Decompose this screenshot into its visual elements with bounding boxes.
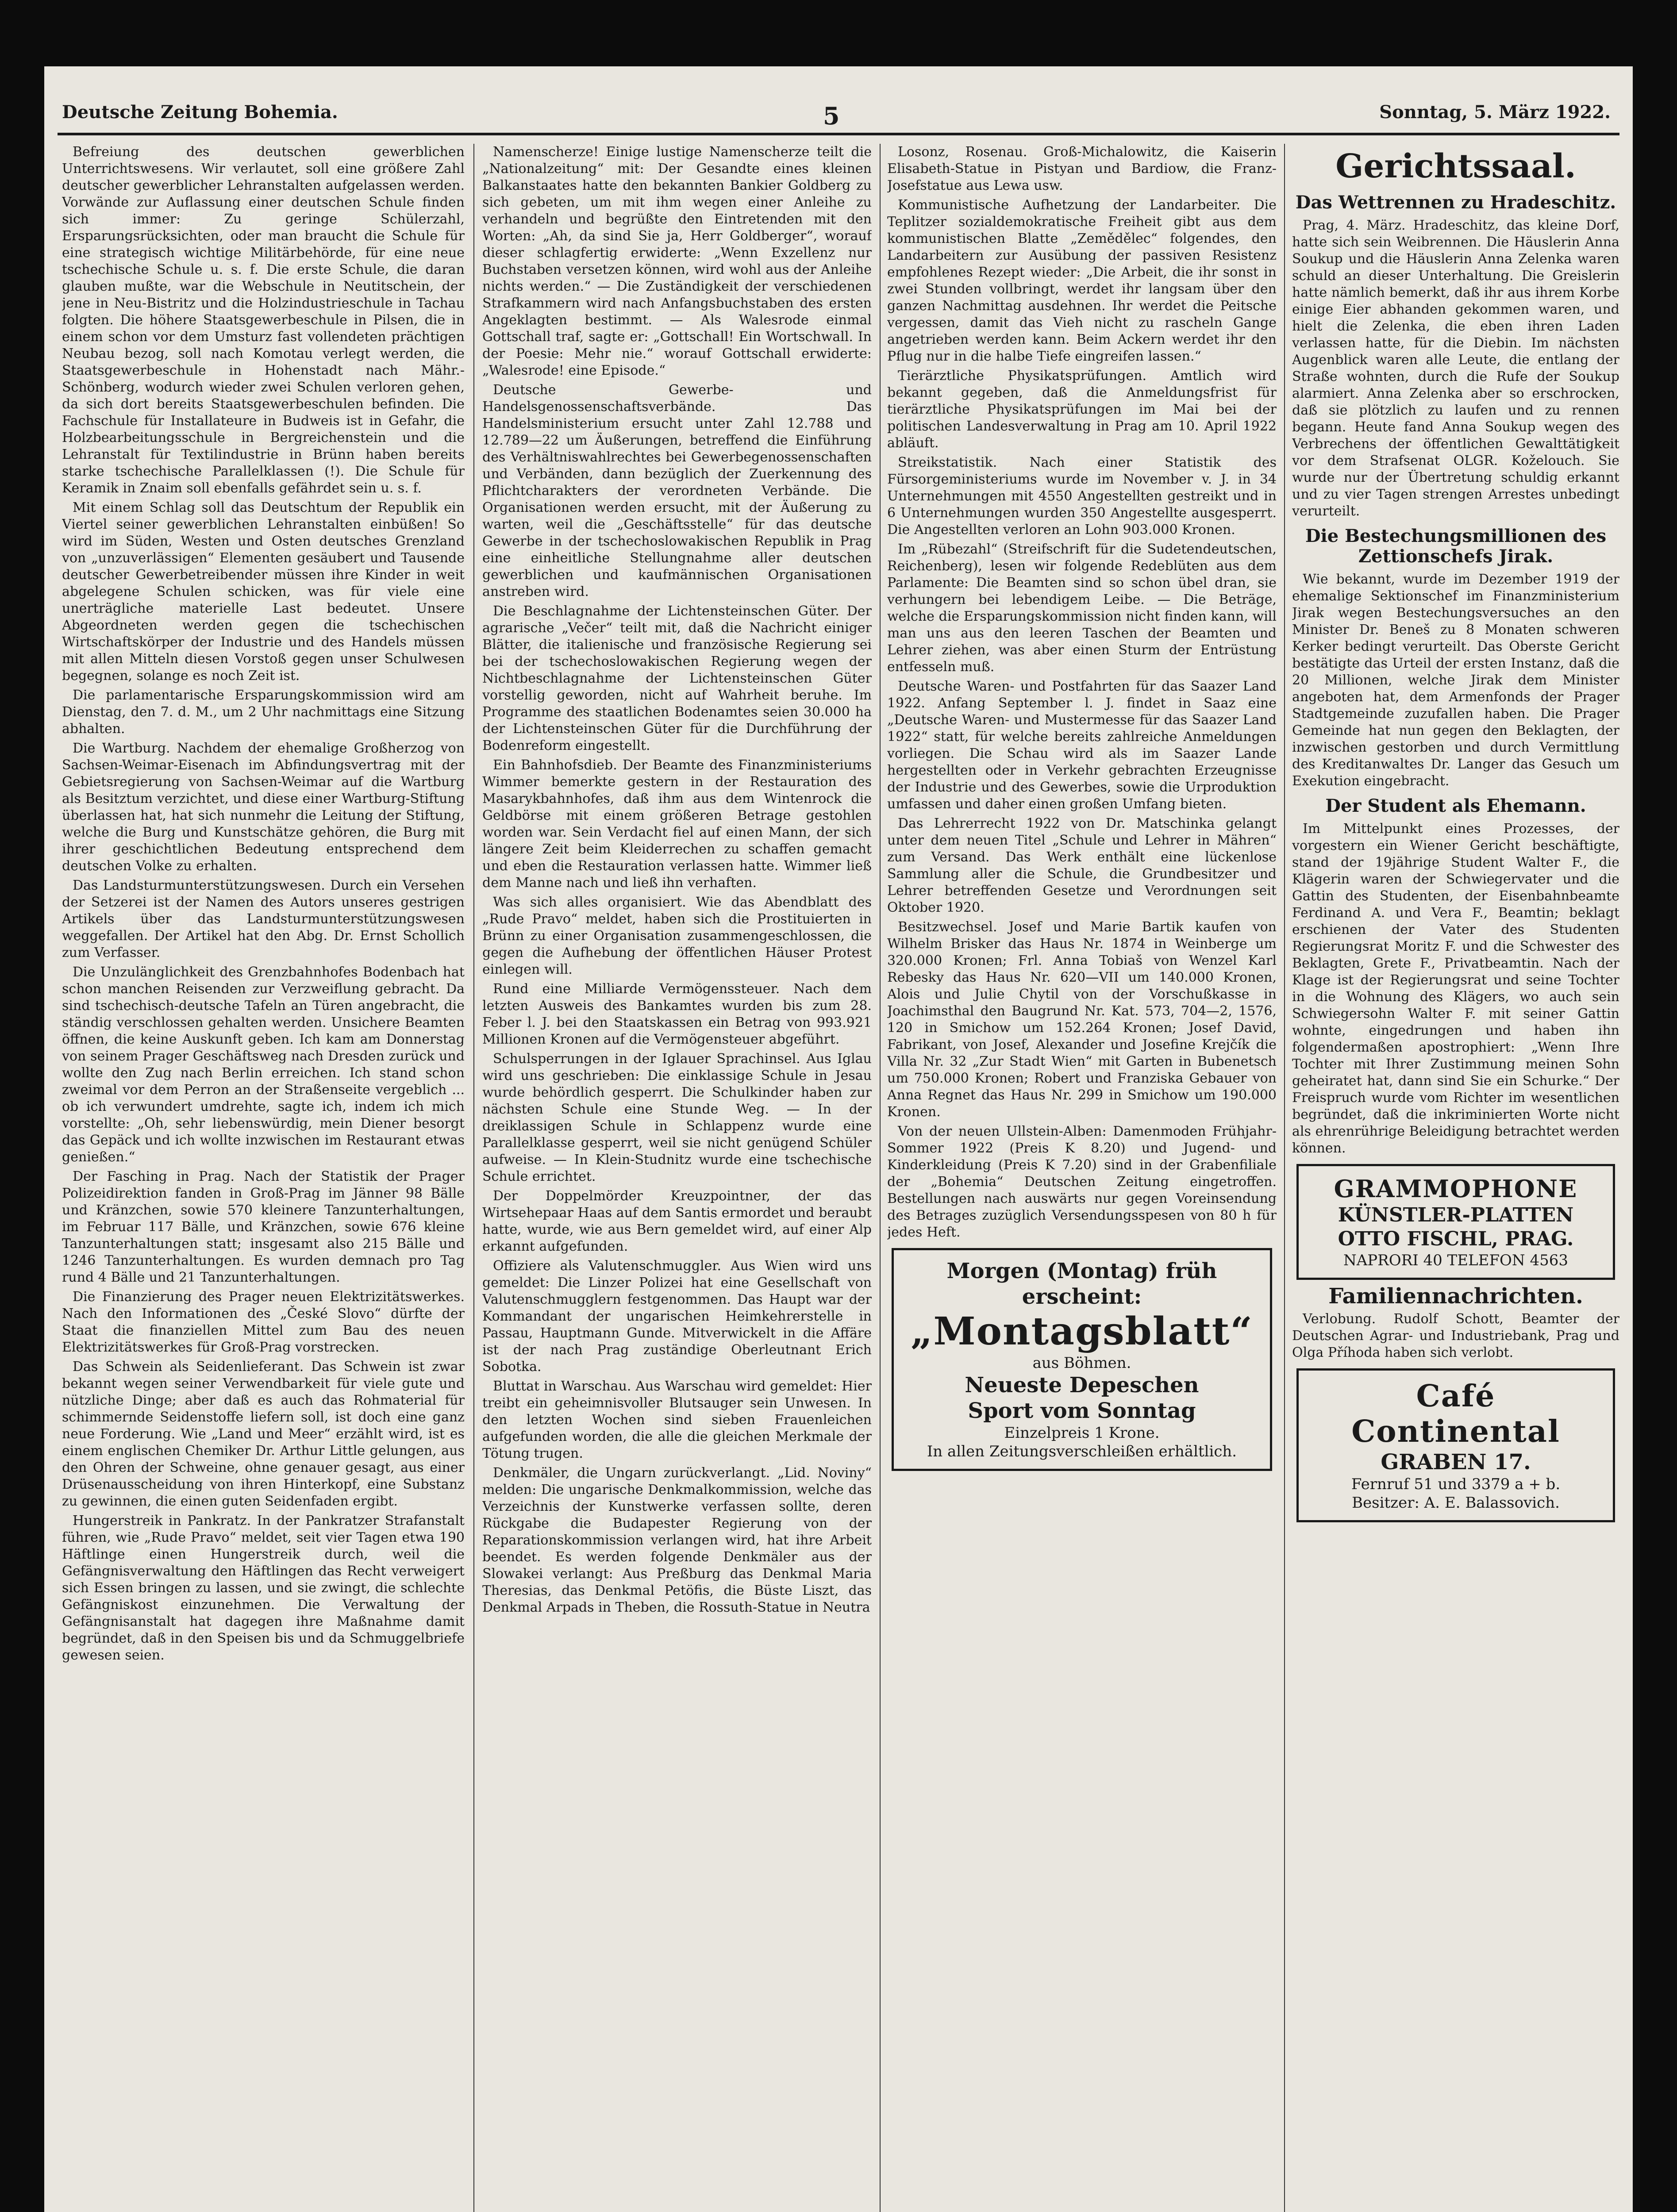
article-paragraph: Bluttat in Warschau. Aus Warschau wird gemeldet: Hier treibt ein geheimnisvoller Blutsauger sein Unwesen. In den letzten Wochen sind sieben Frauenleichen aufgefunden worden, die alle die gleichen Merkmale der Tötung trugen. xyxy=(482,1379,872,1461)
article-paragraph: Verlobung. Rudolf Schott, Beamter der Deutschen Agrar- und Industriebank, Prag und Olga Příhoda haben sich verlobt. xyxy=(1292,1311,1619,1360)
article-paragraph: Tierärztliche Physikatsprüfungen. Amtlich wird bekannt gegeben, daß die Anmeldungsfrist für tierärztliche Physikatsprüfungen im Mai bei der politischen Landesverwaltung in Prag am 10. April 1922 abläuft. xyxy=(887,368,1277,451)
article-paragraph: Was sich alles organisiert. Wie das Abendblatt des „Rude Pravo“ meldet, haben sich die Prostituierten in Brünn zu einer Organisation zusammengeschlossen, die gegen die Aufhebung der öffentlichen Häuser Protest einlegen will. xyxy=(482,895,872,977)
article-paragraph: Kommunistische Aufhetzung der Landarbeiter. Die Teplitzer sozialdemokratische Freiheit gibt aus dem kommunistischen Blatte „Zemědělec“ folgendes, den Landarbeitern zur Ausübung der passiven Resistenz empfohlenes Rezept wieder: „Die Arbeit, die ihr sonst in zwei Stunden vollbringt, werdet ihr langsam über den ganzen Nachmittag ausdehnen. Ihr werdet die Peitsche vergessen, damit das Vieh nicht zu rascheln Gange angetrieben werden kann. Beim Ackern werdet ihr den Pflug nur in die halbe Tiefe eingreifen lassen.“ xyxy=(887,197,1277,364)
article-headline: Die Bestechungsmillionen des Zettionschefs Jirak. xyxy=(1305,526,1607,567)
article-headline: Das Wettrennen zu Hradeschitz. xyxy=(1295,192,1616,213)
article-paragraph: Das Schwein als Seidenlieferant. Das Schwein ist zwar bekannt wegen seiner Verwendbarkeit für viele gute und nützliche Dinge; aber daß es auch das Rohmaterial für schimmernde Seidenstoffe liefern soll, ist doch eine ganz neue Forderung. Wie „Land und Meer“ erzählt wird, ist es einem englischen Chemiker Dr. Arthur Little gelungen, aus den Ohren der Schweine, ohne genauer gesagt, aus einer Drüsenausscheidung von ihren Hinterkopf, eine Substanz zu gewinnen, die einen guten Seidenfaden ergibt. xyxy=(62,1359,465,1509)
article-paragraph: Das Lehrerrecht 1922 von Dr. Matschinka gelangt unter dem neuen Titel „Schule und Lehrer in Mähren“ zum Versand. Das Werk enthält eine lückenlose Sammlung aller die Schule, die Grundbesitzer und Lehrer betreffenden Gesetze und Verordnungen seit Oktober 1920. xyxy=(887,816,1277,915)
ad-footer: In allen Zeitungsverschleißen erhältlich. xyxy=(927,1443,1237,1460)
article-paragraph: Rund eine Milliarde Vermögenssteuer. Nach dem letzten Ausweis des Bankamtes wurden bis zum 28. Feber l. J. bei den Staatskassen ein Betrag von 993.921 Millionen Kronen auf die Vermögensteuer abgeführt. xyxy=(482,981,872,1047)
article-paragraph: Hungerstreik in Pankratz. In der Pankratzer Strafanstalt führen, wie „Rude Pravo“ meldet, seit vier Tagen etwa 190 Häftlinge einen Hungerstreik durch, weil die Gefängnisverwaltung den Häftlingen das Recht verweigert sich Essen bringen zu lassen, und sie zwingt, die schlechte Gefängniskost einzunehmen. Die Verwaltung der Gefängnisanstalt hat dagegen ihre Maßnahme damit begründet, daß in den Speisen bis und da Schmuggelbriefe gewesen seien. xyxy=(62,1513,465,1663)
ad-price: Einzelpreis 1 Krone. xyxy=(1004,1424,1160,1442)
ad-line: KÜNSTLER-PLATTEN xyxy=(1338,1204,1574,1226)
article-paragraph: Die Unzulänglichkeit des Grenzbahnhofes Bodenbach hat schon manchen Reisenden zur Verzweiflung gebracht. Da sind tschechisch-deutsche Tafeln an Türen angebracht, die ständig verschlossen gehalten werden. Unsichere Beamten öffnen, die keine Auskunft geben. Ich kam am Donnerstag von seinem Prager Geschäftsweg nach Dresden zurück und wollte den Zug nach Berlin erreichen. Ich stand schon zweimal vor dem Perron an der Straßenseite vergeblich ... ob ich verwundert umdrehte, sagte ich, indem ich mich vorstellte: „Oh, sehr liebenswürdig, mein Diener besorgt das Gepäck und ich wollte inzwischen im Restaurant etwas genießen.“ xyxy=(62,964,465,1165)
article-paragraph: Mit einem Schlag soll das Deutschtum der Republik ein Viertel seiner gewerblichen Lehranstalten einbüßen! So wird im Süden, Westen und Osten deutsches Grenzland von „unzuverlässigen“ Elementen gesäubert und Tausende deutscher Gewerbetreibender müssen ihre Kinder in weit abgelegene Schulen schicken, was für viele eine unerträgliche materielle Last bedeutet. Unsere Abgeordneten werden gegen die tschechischen Wirtschaftskörper der Industrie und des Handels müssen mit allen Mitteln diesen Vorstoß gegen unser Schulwesen begegnen, solange es noch Zeit ist. xyxy=(62,500,465,684)
article-paragraph: Schulsperrungen in der Iglauer Sprachinsel. Aus Iglau wird uns geschrieben: Die einklassige Schule in Jesau wurde behördlich gesperrt. Die Schulkinder haben zur nächsten Schule eine Stunde Weg. — In der dreiklassigen Schule in Schlappenz wurde eine Parallelklasse gesperrt, weil sie nicht genügend Schüler aufweise. — In Klein-Studnitz wurde eine tschechische Schule errichtet. xyxy=(482,1051,872,1184)
article-paragraph: Im Mittelpunkt eines Prozesses, der vorgestern ein Wiener Gericht beschäftigte, stand der 19jährige Student Walter F., die Klägerin waren der Schwiegervater und die Gattin des Studenten, der Eisenbahnbeamte Ferdinand A. und Vera F., Beamtin; beklagt erschienen der Vater des Studenten Regierungsrat Moritz F. und die Schwester des Beklagten, Grete F., Privatbeamtin. Nach der Klage ist der Regierungsrat und seine Tochter in die Wohnung des Klägers, wo auch sein Schwiegersohn Walter F. mit seiner Gattin wohnte, eingedrungen und haben ihn folgendermaßen apostrophiert: „Wenn Ihre Tochter mit Ihrer Zustimmung meinen Sohn geheiratet hat, dann sind Sie ein Schurke.“ Der Freispruch wurde vom Richter im wesentlichen begründet, daß die inkriminierten Worte nicht als ehrenrührige Beleidigung betrachtet werden können. xyxy=(1292,821,1619,1156)
column-4 xyxy=(1292,144,1619,2212)
article-paragraph: Der Fasching in Prag. Nach der Statistik der Prager Polizeidirektion fanden in Groß-Prag im Jänner 98 Bälle und Kränzchen, sowie 570 kleinere Tanzunterhaltungen, im Februar 117 Bälle, und Kränzchen, sowie 676 kleine Tanzunterhaltungen statt; insgesamt also 215 Bälle und 1246 Tanzunterhaltungen. Es wurden demnach pro Tag rund 4 Bälle und 21 Tanzunterhaltungen. xyxy=(62,1169,465,1285)
ad-address: NAPRORI 40 TELEFON 4563 xyxy=(1343,1252,1568,1269)
grammophone-advertisement xyxy=(1296,1164,1615,1280)
article-paragraph: Das Landsturmunterstützungswesen. Durch ein Versehen der Setzerei ist der Namen des Autors unseres gestrigen Artikels über das Landsturmunterstützungswesen weggefallen. Der Artikel hat den Abg. Dr. Ernst Schollich zum Verfasser. xyxy=(62,878,465,960)
section-title: Familiennachrichten. xyxy=(1328,1284,1583,1309)
article-paragraph: Die parlamentarische Ersparungskommission wird am Dienstag, den 7. d. M., um 2 Uhr nachmittags eine Sitzung abhalten. xyxy=(62,687,465,737)
article-paragraph: Deutsche Gewerbe- und Handelsgenossenschaftsverbände. Das Handelsministerium ersucht unter Zahl 12.788 und 12.789—22 um Äußerungen, betreffend die Einführung des Verhältniswahlrechtes bei Gewerbegenossenschaften und Verbänden, dann bezüglich der Zuerkennung des Pflichtcharakters der verordneten Verbände. Die Organisationen werden ersucht, mit der Äußerung zu warten, weil die „Geschäftsstelle“ für das deutsche Gewerbe in der tschechoslowakischen Republik in Prag eine einheitliche Stellungnahme aller deutschen gewerblichen und kaufmännischen Organisationen anstreben wird. xyxy=(482,382,872,599)
article-paragraph: Wie bekannt, wurde im Dezember 1919 der ehemalige Sektionschef im Finanzministerium Jirak wegen Bestechungsversuches an den Minister Dr. Beneš zu 8 Monaten schweren Kerker bedingt verurteilt. Das Oberste Gericht bestätigte das Urteil der ersten Instanz, daß die 20 Millionen, welche Jirak dem Minister angeboten hat, dem Armenfonds der Prager Stadtgemeinde zuzufallen haben. Die Prager Gemeinde hat nun gegen den Beklagten, der inzwischen gestorben und durch Vermittlung des Kreditanwaltes Dr. Langer das Gesuch um Exekution eingebracht. xyxy=(1292,572,1619,789)
montagsblatt-advertisement xyxy=(892,1248,1272,1471)
column-divider xyxy=(1284,144,1285,2212)
newspaper-page xyxy=(44,66,1633,2212)
article-paragraph: Von der neuen Ullstein-Alben: Damenmoden Frühjahr-Sommer 1922 (Preis K 8.20) und Jugend- und Kinderkleidung (Preis K 7.20) sind in der Grabenfiliale der „Bohemia“ Deutschen Zeitung eingetroffen. Bestellungen nach auswärts nur gegen Voreinsendung des Betrages zuzüglich Versendungsspesen von 80 h für jedes Heft. xyxy=(887,1124,1277,1240)
ad-subtitle: aus Böhmen. xyxy=(1032,1354,1131,1372)
ad-phone: Fernruf 51 und 3379 a + b. xyxy=(1351,1475,1561,1493)
article-headline: Der Student als Ehemann. xyxy=(1325,795,1586,816)
cafe-continental-advertisement xyxy=(1296,1368,1615,1522)
article-paragraph: Ein Bahnhofsdieb. Der Beamte des Finanzministeriums Wimmer bemerkte gestern in der Restauration des Masarykbahnhofes, daß ihm aus dem Wintenrock die Geldbörse mit einem größeren Betrage gestohlen worden war. Sein Verdacht fiel auf einen Mann, der sich längere Zeit beim Kleiderrechen zu schaffen gemacht und eben die Restauration verlassen hatte. Wimmer ließ dem Manne nach und ließ ihn verhaften. xyxy=(482,757,872,891)
article-paragraph: Die Wartburg. Nachdem der ehemalige Großherzog von Sachsen-Weimar-Eisenach im Abfindungsvertrag mit der Gebietsregierung von Sachsen-Weimar auf die Wartburg als Besitztum verzichtet, und diese einer Wartburg-Stiftung überlassen hat, hat sich nunmehr die Leitung der Stiftung, welche die Burg und Kunstschätze gehören, die Burg mit ihrer geschichtlichen Bedeutung entsprechend dem deutschen Volke zu erhalten. xyxy=(62,741,465,874)
ad-title: Café Continental xyxy=(1351,1379,1560,1449)
ad-title: GRAMMOPHONE xyxy=(1334,1175,1578,1203)
masthead-title: Deutsche Zeitung Bohemia. xyxy=(62,102,338,123)
article-paragraph: Losonz, Rosenau. Groß-Michalowitz, die Kaiserin Elisabeth-Statue in Pistyan und Bardiow, die Franz-Josefstatue aus Lewa usw. xyxy=(887,144,1277,193)
column-divider xyxy=(880,144,881,2212)
article-paragraph: Offiziere als Valutenschmuggler. Aus Wien wird uns gemeldet: Die Linzer Polizei hat eine Gesellschaft von Valutenschmugglern festgenommen. Das Haupt war der Kommandant der ungarischen Heimkehrerstelle in Passau, Hauptmann Gunde. Mitverwickelt in die Affäre ist der nach Prag zuständige Oberleutnant Erich Sobotka. xyxy=(482,1258,872,1375)
column-divider xyxy=(473,144,474,2212)
header-rule xyxy=(58,133,1619,135)
article-paragraph: Denkmäler, die Ungarn zurückverlangt. „Lid. Noviny“ melden: Die ungarische Denkmalkommission, welche das Verzeichnis der Kunstwerke verfassen sollte, deren Rückgabe die Budapester Regierung von der Reparationskommission verlangen wird, hat ihre Arbeit beendet. Es werden folgende Denkmäler aus der Slowakei verlangt: Aus Preßburg das Denkmal Maria Theresias, das Denkmal Petöfis, die Büste Liszt, das Denkmal Arpads in Theben, die Rossuth-Statue in Neutra xyxy=(482,1465,872,1615)
column-3 xyxy=(887,144,1277,2212)
article-paragraph: Prag, 4. März. Hradeschitz, das kleine Dorf, hatte sich sein Weibrennen. Die Häuslerin Anna Soukup und die Häuslerin Anna Zelenka waren schuld an dieser Unterhaltung. Die Greislerin hatte nämlich bemerkt, daß ihr aus ihrem Korbe einige Eier abhanden gekommen waren, und hielt die Zelenka, die eben ihren Laden verlassen hatte, für die Diebin. Im nächsten Augenblick waren alle Leute, die entlang der Straße wohnten, durch die Rufe der Soukup alarmiert. Anna Zelenka aber so erschrocken, daß sie plötzlich zu laufen und zu rennen begann. Heute fand Anna Soukup wegen des Verbrechens der öffentlichen Gewalttätigkeit vor dem Strafsenat OLGR. Koželouch. Sie wurde nur der Übertretung schuldig erkannt und zu vier Tagen strengen Arrestes unbedingt verurteilt. xyxy=(1292,218,1619,519)
article-paragraph: Namenscherze! Einige lustige Namenscherze teilt die „Nationalzeitung“ mit: Der Gesandte eines kleinen Balkanstaates hatte den bekannten Bankier Goldberg zu sich gebeten, um mit ihm wegen einer Anleihe zu verhandeln und begrüßte den Eintretenden mit den Worten: „Ah, da sind Sie ja, Herr Goldberger“, worauf dieser schlagfertig erwiderte: „Wenn Exzellenz nur Buchstaben versetzen können, wird wohl aus der Anleihe nichts werden.“ — Die Zuständigkeit der verschiedenen Strafkammern wird nach Anfangsbuchstaben des ersten Angeklagten bestimmt. — Als Walesrode einmal Gottschall traf, sagte er: „Gottschall! Ein Wortschwall. In der Poesie: Mehr nie.“ worauf Gottschall erwiderte: „Walesrode! eine Episode.“ xyxy=(482,144,872,378)
article-paragraph: Besitzwechsel. Josef und Marie Bartik kaufen von Wilhelm Brisker das Haus Nr. 1874 in Weinberge um 320.000 Kronen; Frl. Anna Tobiaš von Wenzel Karl Rebesky das Haus Nr. 620—VII um 140.000 Kronen, Alois und Julie Chytil von der Vorschußkasse in Joachimsthal den Baugrund Nr. Kat. 573, 704—2, 1576, 120 in Smichow um 152.264 Kronen; Josef David, Fabrikant, von Josef, Alexander und Josefine Krejčík die Villa Nr. 32 „Zur Stadt Wien“ mit Garten in Bubenetsch um 750.000 Kronen; Robert und Franziska Gebauer von Anna Regnet das Haus Nr. 299 in Smichow um 190.000 Kronen. xyxy=(887,919,1277,1120)
issue-date: Sonntag, 5. März 1922. xyxy=(1379,102,1611,123)
ad-owner: Besitzer: A. E. Balassovich. xyxy=(1352,1494,1560,1512)
page-header xyxy=(44,66,1633,137)
article-paragraph: Deutsche Waren- und Postfahrten für das Saazer Land 1922. Anfang September l. J. findet in Saaz eine „Deutsche Waren- und Mustermesse für das Saazer Land 1922“ statt, für welche bereits zahlreiche Anmeldungen vorliegen. Die Schau wird als im Saazer Lande hergestellten oder in Verkehr gebrachten Erzeugnisse der Industrie und des Gewerbes, sowie die Urproduktion umfassen und daher einen großen Umfang bieten. xyxy=(887,679,1277,812)
article-paragraph: Streikstatistik. Nach einer Statistik des Fürsorgeministeriums wurde im November v. J. in 34 Unternehmungen mit 4550 Angestellten gestreikt und in 6 Unternehmungen wurden 350 Angestellte ausgesperrt. Die Angestellten verloren an Lohn 903.000 Kronen. xyxy=(887,455,1277,538)
ad-company: OTTO FISCHL, PRAG. xyxy=(1338,1228,1574,1250)
article-paragraph: Befreiung des deutschen gewerblichen Unterrichtswesens. Wir verlautet, soll eine größere Zahl deutscher gewerblicher Lehranstalten aufgelassen werden. Vorwände zur Auflassung einer deutschen Schule finden sich immer: Zu geringe Schülerzahl, Ersparungsrücksichten, oder man braucht die Schule für eine strategisch wichtige Militärbehörde, für eine neue tschechische Schule u. s. f. Die erste Schule, die daran glauben mußte, war die Webschule in Neutitschein, der jene in Neu-Bistritz und die Holzindustrieschule in Tachau folgten. Die höhere Staatsgewerbeschule in Pilsen, die in einem schon vor dem Umsturz fast vollendeten prächtigen Neubau bezog, soll nach Komotau verlegt werden, die Staatsgewerbeschule in Hohenstadt nach Mähr.-Schönberg, wodurch wieder zwei Schulen verloren gehen, da sich dort bereits Staatsgewerbeschulen befinden. Die Fachschule für Installateure in Budweis ist in Gefahr, die Holzbearbeitungsschule in Bergreichenstein und die Lehranstalt für Textilindustrie in Brünn haben bereits starke tschechische Parallelklassen (!). Die Schule für Keramik in Znaim soll ebenfalls gefährdet sein u. s. f. xyxy=(62,144,465,496)
article-paragraph: Die Finanzierung des Prager neuen Elektrizitätswerkes. Nach den Informationen des „České Slovo“ dürfte der Staat die finanziellen Mittel zum Bau des neuen Elektrizitätswerkes für Groß-Prag vorstrecken. xyxy=(62,1289,465,1355)
article-paragraph: Im „Rübezahl“ (Streifschrift für die Sudetendeutschen, Reichenberg), lesen wir folgende Redeblüten aus dem Parlamente: Die Beamten sind so schon übel dran, sie verhungern bei lebendigem Leibe. — Die Beträge, welche die Ersparungskommission nicht finden kann, will man uns aus den leeren Taschen der Beamten und Lehrer ziehen, was aber einen Sturm der Entrüstung entfesseln muß. xyxy=(887,541,1277,675)
article-paragraph: Der Doppelmörder Kreuzpointner, der das Wirtsehepaar Haas auf dem Santis ermordet und beraubt hatte, wurde, wie aus Bern gemeldet wird, auf einer Alp erkannt aufgefunden. xyxy=(482,1188,872,1254)
article-paragraph: Die Beschlagnahme der Lichtensteinschen Güter. Der agrarische „Večer“ teilt mit, daß die Nachricht einiger Blätter, die italienische und französische Regierung sei bei der tschechoslowakischen Regierung wegen der Nichtbeschlagnahme der Lichtensteinschen Güter vorstellig geworden, nicht auf Wahrheit beruhe. Im Programme des staatlichen Bodenamtes seien 30.000 ha der Lichtensteinschen Güter für die Durchführung der Bodenreform eingestellt. xyxy=(482,603,872,753)
ad-address: GRABEN 17. xyxy=(1381,1450,1531,1475)
ad-line: Neueste Depeschen xyxy=(965,1373,1199,1398)
page-number: 5 xyxy=(823,102,840,130)
ad-line: Sport vom Sonntag xyxy=(968,1398,1196,1423)
ad-title: „Montagsblatt“ xyxy=(911,1309,1253,1354)
section-title: Gerichtssaal. xyxy=(1335,147,1576,185)
column-2 xyxy=(482,144,872,2212)
column-1 xyxy=(62,144,465,2212)
ad-headline: Morgen (Montag) früh erscheint: xyxy=(946,1259,1217,1309)
